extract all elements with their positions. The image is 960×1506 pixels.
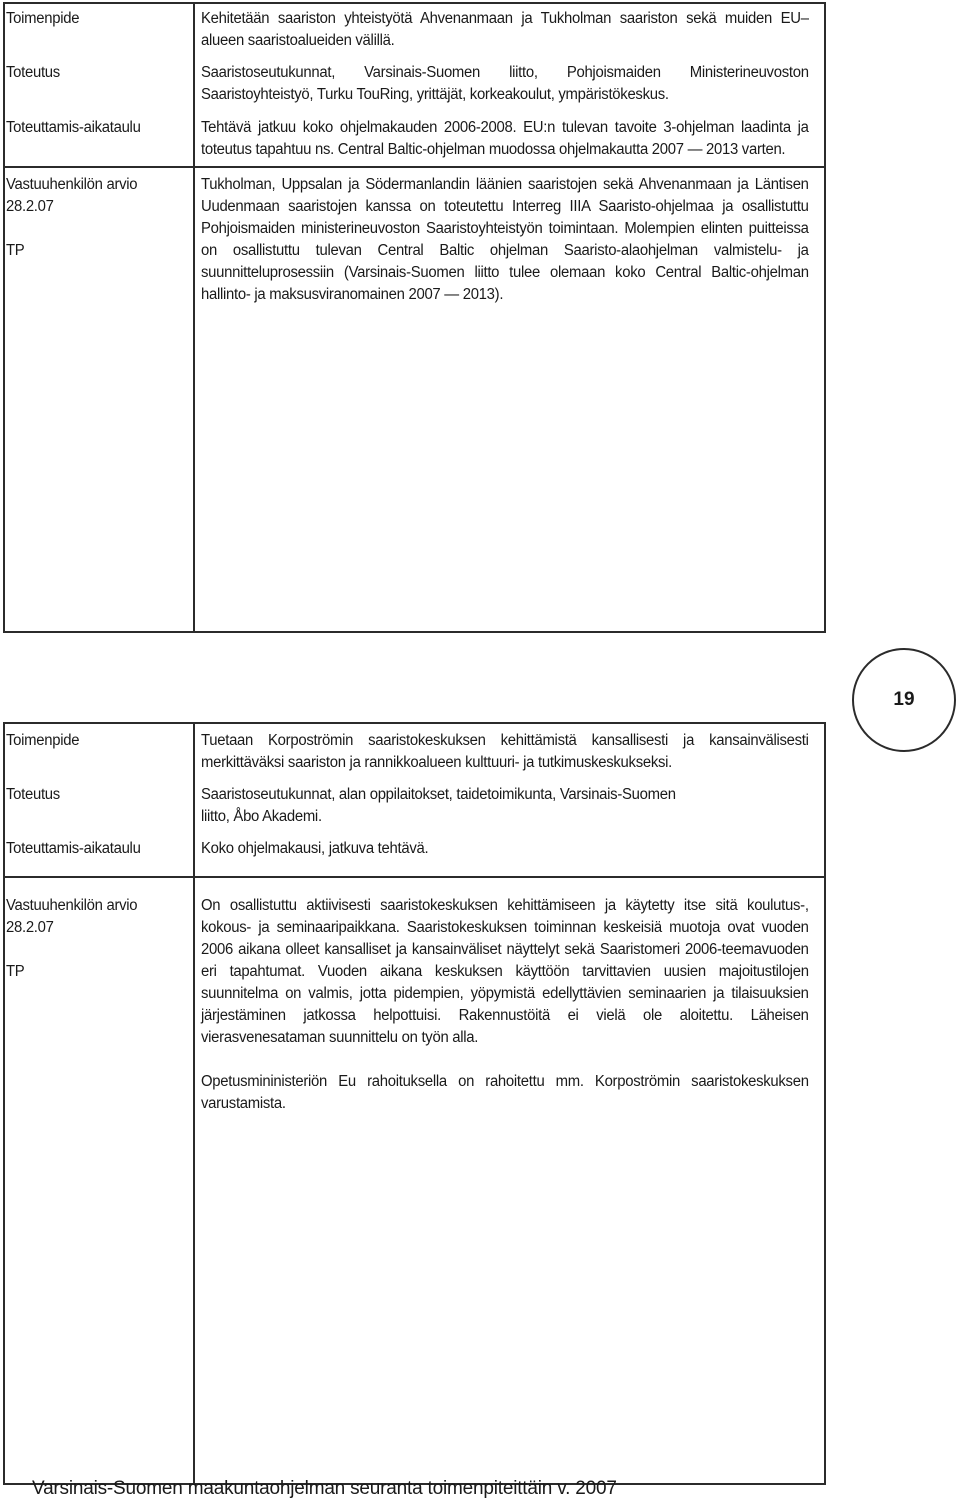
toteutus-label-2: Toteutus bbox=[6, 786, 60, 803]
toteutus-text-1: Saaristoseutukunnat, Varsinais-Suomen liitto, Pohjoismaiden Ministerineuvoston Saaristoyhteistyö, Turku TouRing, yrittäjät, korkeakoulut, ympäristökeskus. bbox=[201, 64, 809, 103]
toimenpide-text-2: Tuetaan Korpoströmin saaristokeskuksen kehittämistä kansallisesti ja kansainvälisesti merkittäväksi saariston ja rannikkoalueen kulttuuri- ja tutkimuskeskukseksi. bbox=[201, 732, 809, 771]
aikataulu-label-1: Toteuttamis-aikataulu bbox=[6, 119, 141, 136]
toimenpide-label-2: Toimenpide bbox=[6, 732, 80, 749]
toimenpide-label-1: Toimenpide bbox=[6, 10, 80, 27]
arvio-date-2: 28.2.07 bbox=[6, 919, 54, 936]
toteutus-label-1: Toteutus bbox=[6, 64, 60, 81]
arvio-text-2b: Opetusmininisteriön Eu rahoituksella on rahoitettu mm. Korpoströmin saaristokeskuksen varustamista. bbox=[201, 1073, 809, 1112]
aikataulu-label-2: Toteuttamis-aikataulu bbox=[6, 840, 141, 857]
arvio-text-block-2 bbox=[201, 895, 809, 1115]
page-footer: Varsinais-Suomen maakuntaohjelman seuranta toimenpiteittäin v. 2007 bbox=[32, 1478, 617, 1499]
aikataulu-text-2: Koko ohjelmakausi, jatkuva tehtävä. bbox=[201, 840, 429, 857]
arvio-date-1: 28.2.07 bbox=[6, 198, 54, 215]
toteutus-text-2: Saaristoseutukunnat, alan oppilaitokset, taidetoimikunta, Varsinais-Suomen liitto, Åbo Akademi. bbox=[201, 786, 676, 825]
page-number: 19 bbox=[893, 689, 915, 710]
arvio-label-block-1 bbox=[6, 174, 177, 262]
arvio-label-2: Vastuuhenkilön arvio bbox=[6, 897, 138, 914]
arvio-label-1: Vastuuhenkilön arvio bbox=[6, 176, 138, 193]
arvio-text-2a: On osallistuttu aktiivisesti saaristokeskuksen kehittämiseen ja käytetty itse sitä koulutus-, kokous- ja seminaaripaikkana. Saaristokeskuksen toiminnan keskeisiä muotoja ovat vuoden 2006 aikana olleet kansalliset ja kansainväliset näyttelyt sekä Saaristomeri 2006-teemavuoden eri tapahtumat. Vuoden aikana keskuksen käyttöön tarvittavien uusien majoitustilojen suunnitelma on valmis, jotta pidempien, yöpymistä edellyttävien seminaarien ja tilaisuuksien järjestäminen jatkossa helpottuisi. Rakennustöitä ei vielä ole aloitettu. Läheisen vierasvenesataman suunnittelu on työn alla. bbox=[201, 897, 809, 1046]
toimenpide-text-1: Kehitetään saariston yhteistyötä Ahvenanmaan ja Tukholman saariston sekä muiden EU–alueen saaristoalueiden välillä. bbox=[201, 10, 809, 49]
arvio-label-block-2 bbox=[6, 895, 177, 983]
arvio-text-1: Tukholman, Uppsalan ja Södermanlandin läänien saaristojen sekä Ahvenanmaan ja Läntisen Uudenmaan saaristojen kanssa on toteutettu Interreg IIIA Saaristo-ohjelmaa ja osallistuttu Pohjoismaiden ministerineuvoston Saaristoyhteistyön toimintaan. Molempien elinten puitteissa on osallistuttu tulevan Central Baltic ohjelman Saaristo-alaohjelman valmistelu- ja suunnitteluprosessiin (Varsinais-Suomen liitto tulee olemaan koko Central Baltic-ohjelman hallinto- ja maksusviranomainen 2007 — 2013). bbox=[201, 176, 809, 303]
column-divider bbox=[193, 4, 195, 631]
arvio-initials-2: TP bbox=[6, 963, 25, 980]
row-divider bbox=[5, 166, 824, 168]
row-divider bbox=[5, 876, 824, 878]
page-number-badge bbox=[852, 648, 956, 752]
aikataulu-text-1: Tehtävä jatkuu koko ohjelmakauden 2006-2008. EU:n tulevan tavoite 3-ohjelman laadinta ja toteutus tapahtuu ns. Central Baltic-ohjelman muodossa ohjelmakautta 2007 — 2013 varten. bbox=[201, 119, 809, 158]
column-divider bbox=[193, 724, 195, 1483]
arvio-initials-1: TP bbox=[6, 242, 25, 259]
